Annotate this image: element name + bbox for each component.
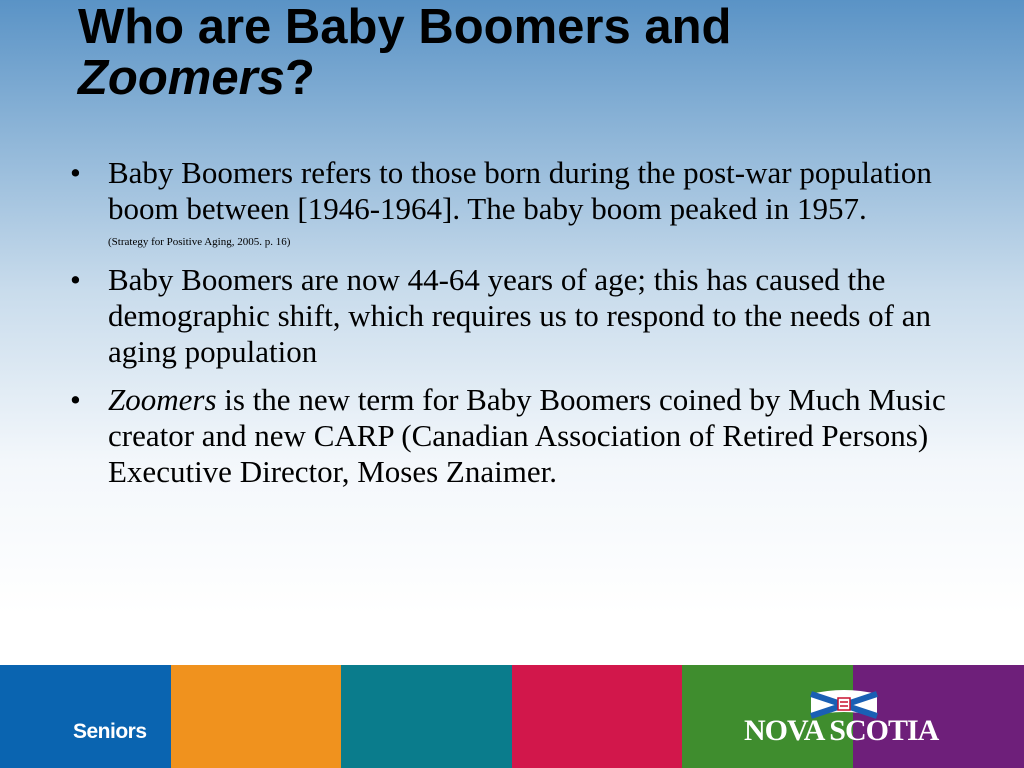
- nova-scotia-wordmark: NOVA SCOTIA: [744, 714, 939, 747]
- title-line-2: [78, 53, 1008, 104]
- bullet-list: [70, 155, 1005, 490]
- bullet-item: [70, 262, 1005, 370]
- bullet-italic-term: Zoomers: [108, 382, 217, 417]
- bullet-text: is the new term for Baby Boomers coined by Much Music creator and new CARP (Canadian Association of Retired Persons) Executive Director, Moses Znaimer.: [108, 382, 946, 489]
- bullet-item: [70, 155, 1005, 249]
- nova-scotia-logo: [744, 688, 954, 748]
- footer-segment-orange: [171, 665, 341, 768]
- title-italic-word: Zoomers: [78, 51, 285, 105]
- footer-segment-red: [512, 665, 682, 768]
- bullet-text: Baby Boomers are now 44-64 years of age; this has caused the demographic shift, which requires us to respond to the needs of an aging population: [108, 262, 932, 369]
- title-line-1: Who are Baby Boomers and: [78, 0, 732, 54]
- bullet-text: Baby Boomers refers to those born during the post-war population boom between [1946-1964]. The baby boom peaked in 1957.: [108, 155, 932, 226]
- footer-segment-blue: [0, 665, 171, 768]
- citation: (Strategy for Positive Aging, 2005. p. 16): [108, 236, 291, 248]
- bullet-item: [70, 382, 1005, 490]
- seniors-label: Seniors: [73, 720, 147, 743]
- footer-segment-teal: [341, 665, 512, 768]
- slide-title: [78, 2, 1008, 104]
- title-question-mark: ?: [284, 51, 315, 105]
